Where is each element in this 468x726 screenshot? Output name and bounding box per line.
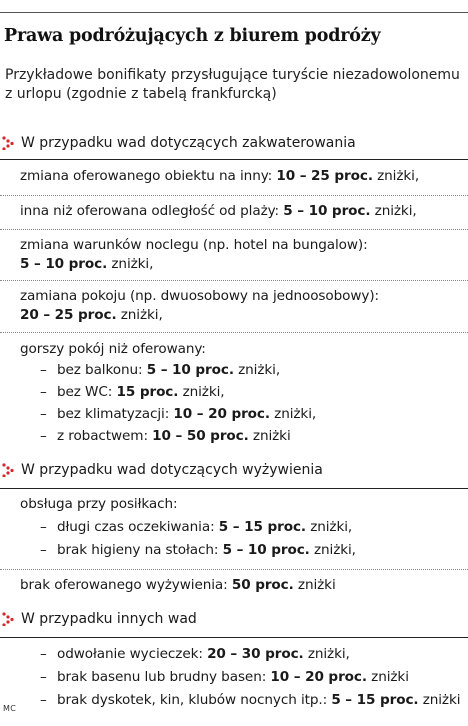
item-value: 10 – 20 proc. xyxy=(173,406,270,422)
divider xyxy=(0,280,468,281)
item-label: bez WC: xyxy=(57,384,117,400)
list-item xyxy=(20,237,468,272)
section-rule xyxy=(0,488,468,489)
item-label: z robactwem: xyxy=(57,428,153,444)
item-value: 5 – 10 proc. xyxy=(20,256,108,272)
divider xyxy=(0,229,468,230)
item-label: brak dyskotek, kin, klubów nocnych itp.: xyxy=(57,692,332,708)
section-heading-label: W przypadku innych wad xyxy=(21,611,197,627)
chevron-right-icon xyxy=(2,136,14,150)
item-suffix: zniżki xyxy=(366,669,409,685)
item-suffix: zniżki xyxy=(418,692,461,708)
dash-marker: – xyxy=(40,428,47,444)
item-suffix: zniżki, xyxy=(178,384,225,400)
item-suffix: zniżki, xyxy=(233,362,281,378)
item-label: zamiana pokoju (np. dwuosobowy na jednoosobowy): xyxy=(20,288,380,304)
item-value: 5 – 10 proc. xyxy=(146,362,234,378)
item-suffix: zniżki, xyxy=(372,168,420,184)
item-label: zmiana oferowanego obiektu na inny: xyxy=(20,168,277,184)
item-label: zmiana warunków noclegu (np. hotel na bungalow): xyxy=(20,237,368,253)
item-value: 10 – 25 proc. xyxy=(276,168,373,184)
item-value: 5 – 15 proc. xyxy=(331,692,419,708)
dash-marker: – xyxy=(40,669,47,685)
item-suffix: zniżki, xyxy=(370,203,417,219)
item-suffix: zniżki xyxy=(293,577,336,593)
divider xyxy=(0,569,468,570)
divider xyxy=(0,332,468,333)
section-rule xyxy=(0,159,468,160)
item-value: 15 proc. xyxy=(116,384,179,400)
item-value: 50 proc. xyxy=(231,577,294,593)
dash-marker: – xyxy=(40,362,47,378)
item-suffix: zniżki, xyxy=(107,256,154,272)
item-suffix: zniżki, xyxy=(269,406,317,422)
item-suffix: zniżki, xyxy=(309,542,356,558)
dash-marker: – xyxy=(40,542,47,558)
list-item xyxy=(20,288,468,323)
item-label: odwołanie wycieczek: xyxy=(57,646,208,662)
dash-marker: – xyxy=(40,406,47,422)
dash-marker: – xyxy=(40,519,47,535)
item-suffix: zniżki, xyxy=(116,307,163,323)
item-suffix: zniżki, xyxy=(303,646,350,662)
section-heading-label: W przypadku wad dotyczących zakwaterowania xyxy=(21,135,356,151)
item-value: 5 – 10 proc. xyxy=(283,203,371,219)
item-label: brak oferowanego wyżywienia: xyxy=(20,577,232,593)
page-title: Prawa podróżujących z biurem podróży xyxy=(4,26,381,46)
list-item xyxy=(20,168,468,184)
item-label: długi czas oczekiwania: xyxy=(57,519,219,535)
item-value: 20 – 30 proc. xyxy=(207,646,304,662)
item-label: bez balkonu: xyxy=(57,362,147,378)
item-suffix: zniżki xyxy=(248,428,291,444)
item-label: inna niż oferowana odległość od plaży: xyxy=(20,203,284,219)
list-item: obsługa przy posiłkach: xyxy=(20,496,178,512)
item-value: 10 – 20 proc. xyxy=(270,669,367,685)
top-rule xyxy=(0,12,468,13)
list-item xyxy=(20,577,468,593)
dash-marker: – xyxy=(40,692,47,708)
item-suffix: zniżki, xyxy=(305,519,353,535)
item-value: 20 – 25 proc. xyxy=(20,307,117,323)
item-value: 5 – 15 proc. xyxy=(218,519,306,535)
item-value: 5 – 10 proc. xyxy=(222,542,310,558)
section-heading-label: W przypadku wad dotyczących wyżywienia xyxy=(21,462,323,478)
section-rule xyxy=(0,637,468,638)
subtitle: Przykładowe bonifikaty przysługujące turyście niezadowolonemu z urlopu (zgodnie z tabelą frankfurcką) xyxy=(5,67,460,102)
credit: MC xyxy=(3,704,17,713)
dash-marker: – xyxy=(40,384,47,400)
item-label: brak basenu lub brudny basen: xyxy=(57,669,271,685)
list-item: gorszy pokój niż oferowany: xyxy=(20,341,206,357)
list-item xyxy=(20,203,468,219)
chevron-right-icon xyxy=(2,463,14,477)
item-label: bez klimatyzacji: xyxy=(57,406,174,422)
dash-marker: – xyxy=(40,646,47,662)
item-value: 10 – 50 proc. xyxy=(152,428,249,444)
chevron-right-icon xyxy=(2,612,14,626)
item-label: brak higieny na stołach: xyxy=(57,542,223,558)
divider xyxy=(0,195,468,196)
